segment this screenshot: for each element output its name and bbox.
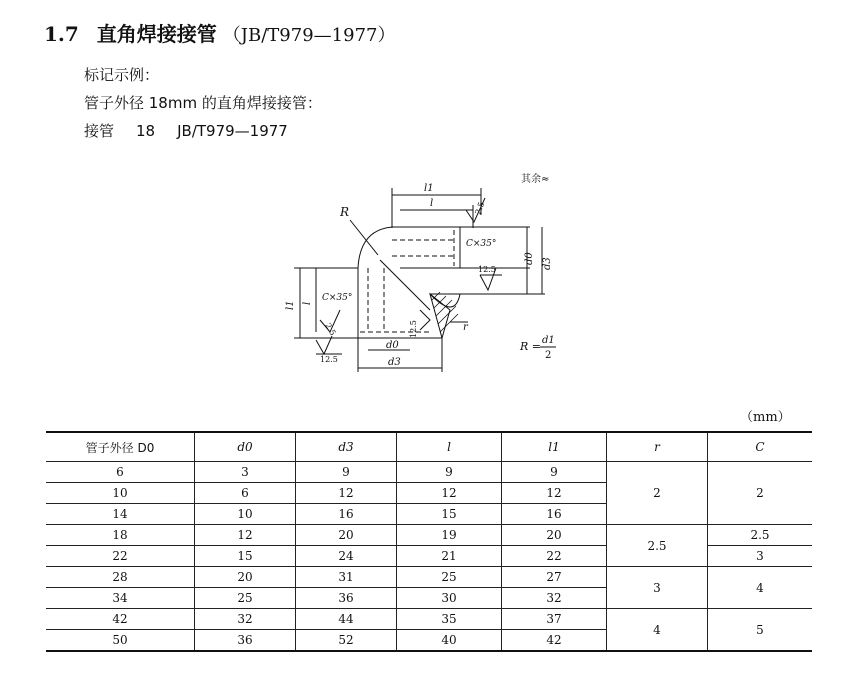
cell: 31 <box>296 567 397 588</box>
rough-top: 2.5 <box>473 200 487 216</box>
table-row <box>46 525 812 546</box>
cell: 22 <box>502 546 607 567</box>
col-header-d0: d0 <box>195 432 296 462</box>
spec-table <box>46 431 812 652</box>
dim-l-top: l <box>430 198 434 209</box>
rough-right: 12.5 <box>478 265 496 274</box>
rest-roughness-label: 其余≈ <box>521 174 550 185</box>
cell: 20 <box>502 525 607 546</box>
cell: 20 <box>296 525 397 546</box>
cell: 25 <box>195 588 296 609</box>
cell: 9 <box>397 462 502 483</box>
table-row <box>46 567 812 588</box>
cell: 3 <box>195 462 296 483</box>
elbow-pipe-drawing <box>280 160 580 375</box>
formula-numerator: d1 <box>542 335 555 346</box>
section-number: 1.7 <box>44 22 79 46</box>
col-header-l1: l1 <box>502 432 607 462</box>
dim-l-left: l <box>302 301 313 305</box>
cell-r: 3 <box>607 567 708 609</box>
dim-d0-bottom: d0 <box>386 340 399 351</box>
dim-d3-right: d3 <box>542 257 553 270</box>
cell: 9 <box>502 462 607 483</box>
cell: 15 <box>397 504 502 525</box>
col-header-d3: d3 <box>296 432 397 462</box>
cell: 22 <box>46 546 195 567</box>
designation-standard: JB/T979—1977 <box>177 122 288 140</box>
cell: 16 <box>502 504 607 525</box>
cell: 42 <box>46 609 195 630</box>
formula-lhs: R = <box>520 340 541 353</box>
cell: 12 <box>296 483 397 504</box>
designation-name: 接管 <box>84 122 115 140</box>
dim-l1-left: l1 <box>285 300 296 310</box>
cell: 35 <box>397 609 502 630</box>
cell: 32 <box>502 588 607 609</box>
cell: 37 <box>502 609 607 630</box>
cell-C: 2.5 <box>708 525 813 546</box>
table-row <box>46 609 812 630</box>
formula-denominator: 2 <box>545 350 552 361</box>
cell: 34 <box>46 588 195 609</box>
cell: 52 <box>296 630 397 652</box>
col-header-C: C <box>708 432 813 462</box>
cell: 20 <box>195 567 296 588</box>
cell: 25 <box>397 567 502 588</box>
cell-r: 2 <box>607 462 708 525</box>
cell-r: 4 <box>607 609 708 652</box>
cell: 6 <box>195 483 296 504</box>
col-header-l: l <box>397 432 502 462</box>
cell: 44 <box>296 609 397 630</box>
col-header-D0: 管子外径 D0 <box>46 432 195 462</box>
cell: 14 <box>46 504 195 525</box>
cell: 16 <box>296 504 397 525</box>
cell-r: 2.5 <box>607 525 708 567</box>
cell-C: 5 <box>708 609 813 652</box>
marking-example-designation <box>84 120 310 141</box>
designation-size: 18 <box>136 122 156 140</box>
cell: 28 <box>46 567 195 588</box>
rough-left-bottom: 12.5 <box>320 355 338 364</box>
cell-C: 4 <box>708 567 813 609</box>
table-header-row <box>46 432 812 462</box>
marking-example-description: 管子外径 18mm 的直角焊接接管： <box>84 94 322 112</box>
section-title-text: 直角焊接接管 <box>96 22 217 46</box>
cell-C: 2 <box>708 462 813 525</box>
cell: 50 <box>46 630 195 652</box>
cell: 15 <box>195 546 296 567</box>
dim-l1-top: l1 <box>424 183 434 194</box>
radius-R: R <box>340 205 350 219</box>
cell: 10 <box>195 504 296 525</box>
marking-example-heading: 标记示例： <box>84 66 160 84</box>
chamfer-left: C×35° <box>322 293 353 303</box>
cell: 24 <box>296 546 397 567</box>
table-row <box>46 462 812 483</box>
radius-r: r <box>463 322 468 333</box>
unit-label: （mm） <box>740 410 791 425</box>
cell: 12 <box>502 483 607 504</box>
cell: 12 <box>195 525 296 546</box>
cell: 12 <box>397 483 502 504</box>
cell: 6 <box>46 462 195 483</box>
cell: 10 <box>46 483 195 504</box>
cell: 21 <box>397 546 502 567</box>
cell: 40 <box>397 630 502 652</box>
chamfer-top: C×35° <box>466 239 497 249</box>
cell-C: 3 <box>708 546 813 567</box>
cell: 42 <box>502 630 607 652</box>
cell: 32 <box>195 609 296 630</box>
cell: 36 <box>195 630 296 652</box>
dim-d3-bottom: d3 <box>388 357 401 368</box>
col-header-r: r <box>607 432 708 462</box>
section-standard: （JB/T979—1977） <box>222 25 396 46</box>
rough-mid: 12.5 <box>409 320 418 338</box>
dim-d0-right: d0 <box>524 252 535 265</box>
cell: 36 <box>296 588 397 609</box>
cell: 19 <box>397 525 502 546</box>
cell: 27 <box>502 567 607 588</box>
cell: 30 <box>397 588 502 609</box>
cell: 18 <box>46 525 195 546</box>
rough-left: 2.5 <box>323 321 338 338</box>
section-title <box>44 18 395 47</box>
cell: 9 <box>296 462 397 483</box>
